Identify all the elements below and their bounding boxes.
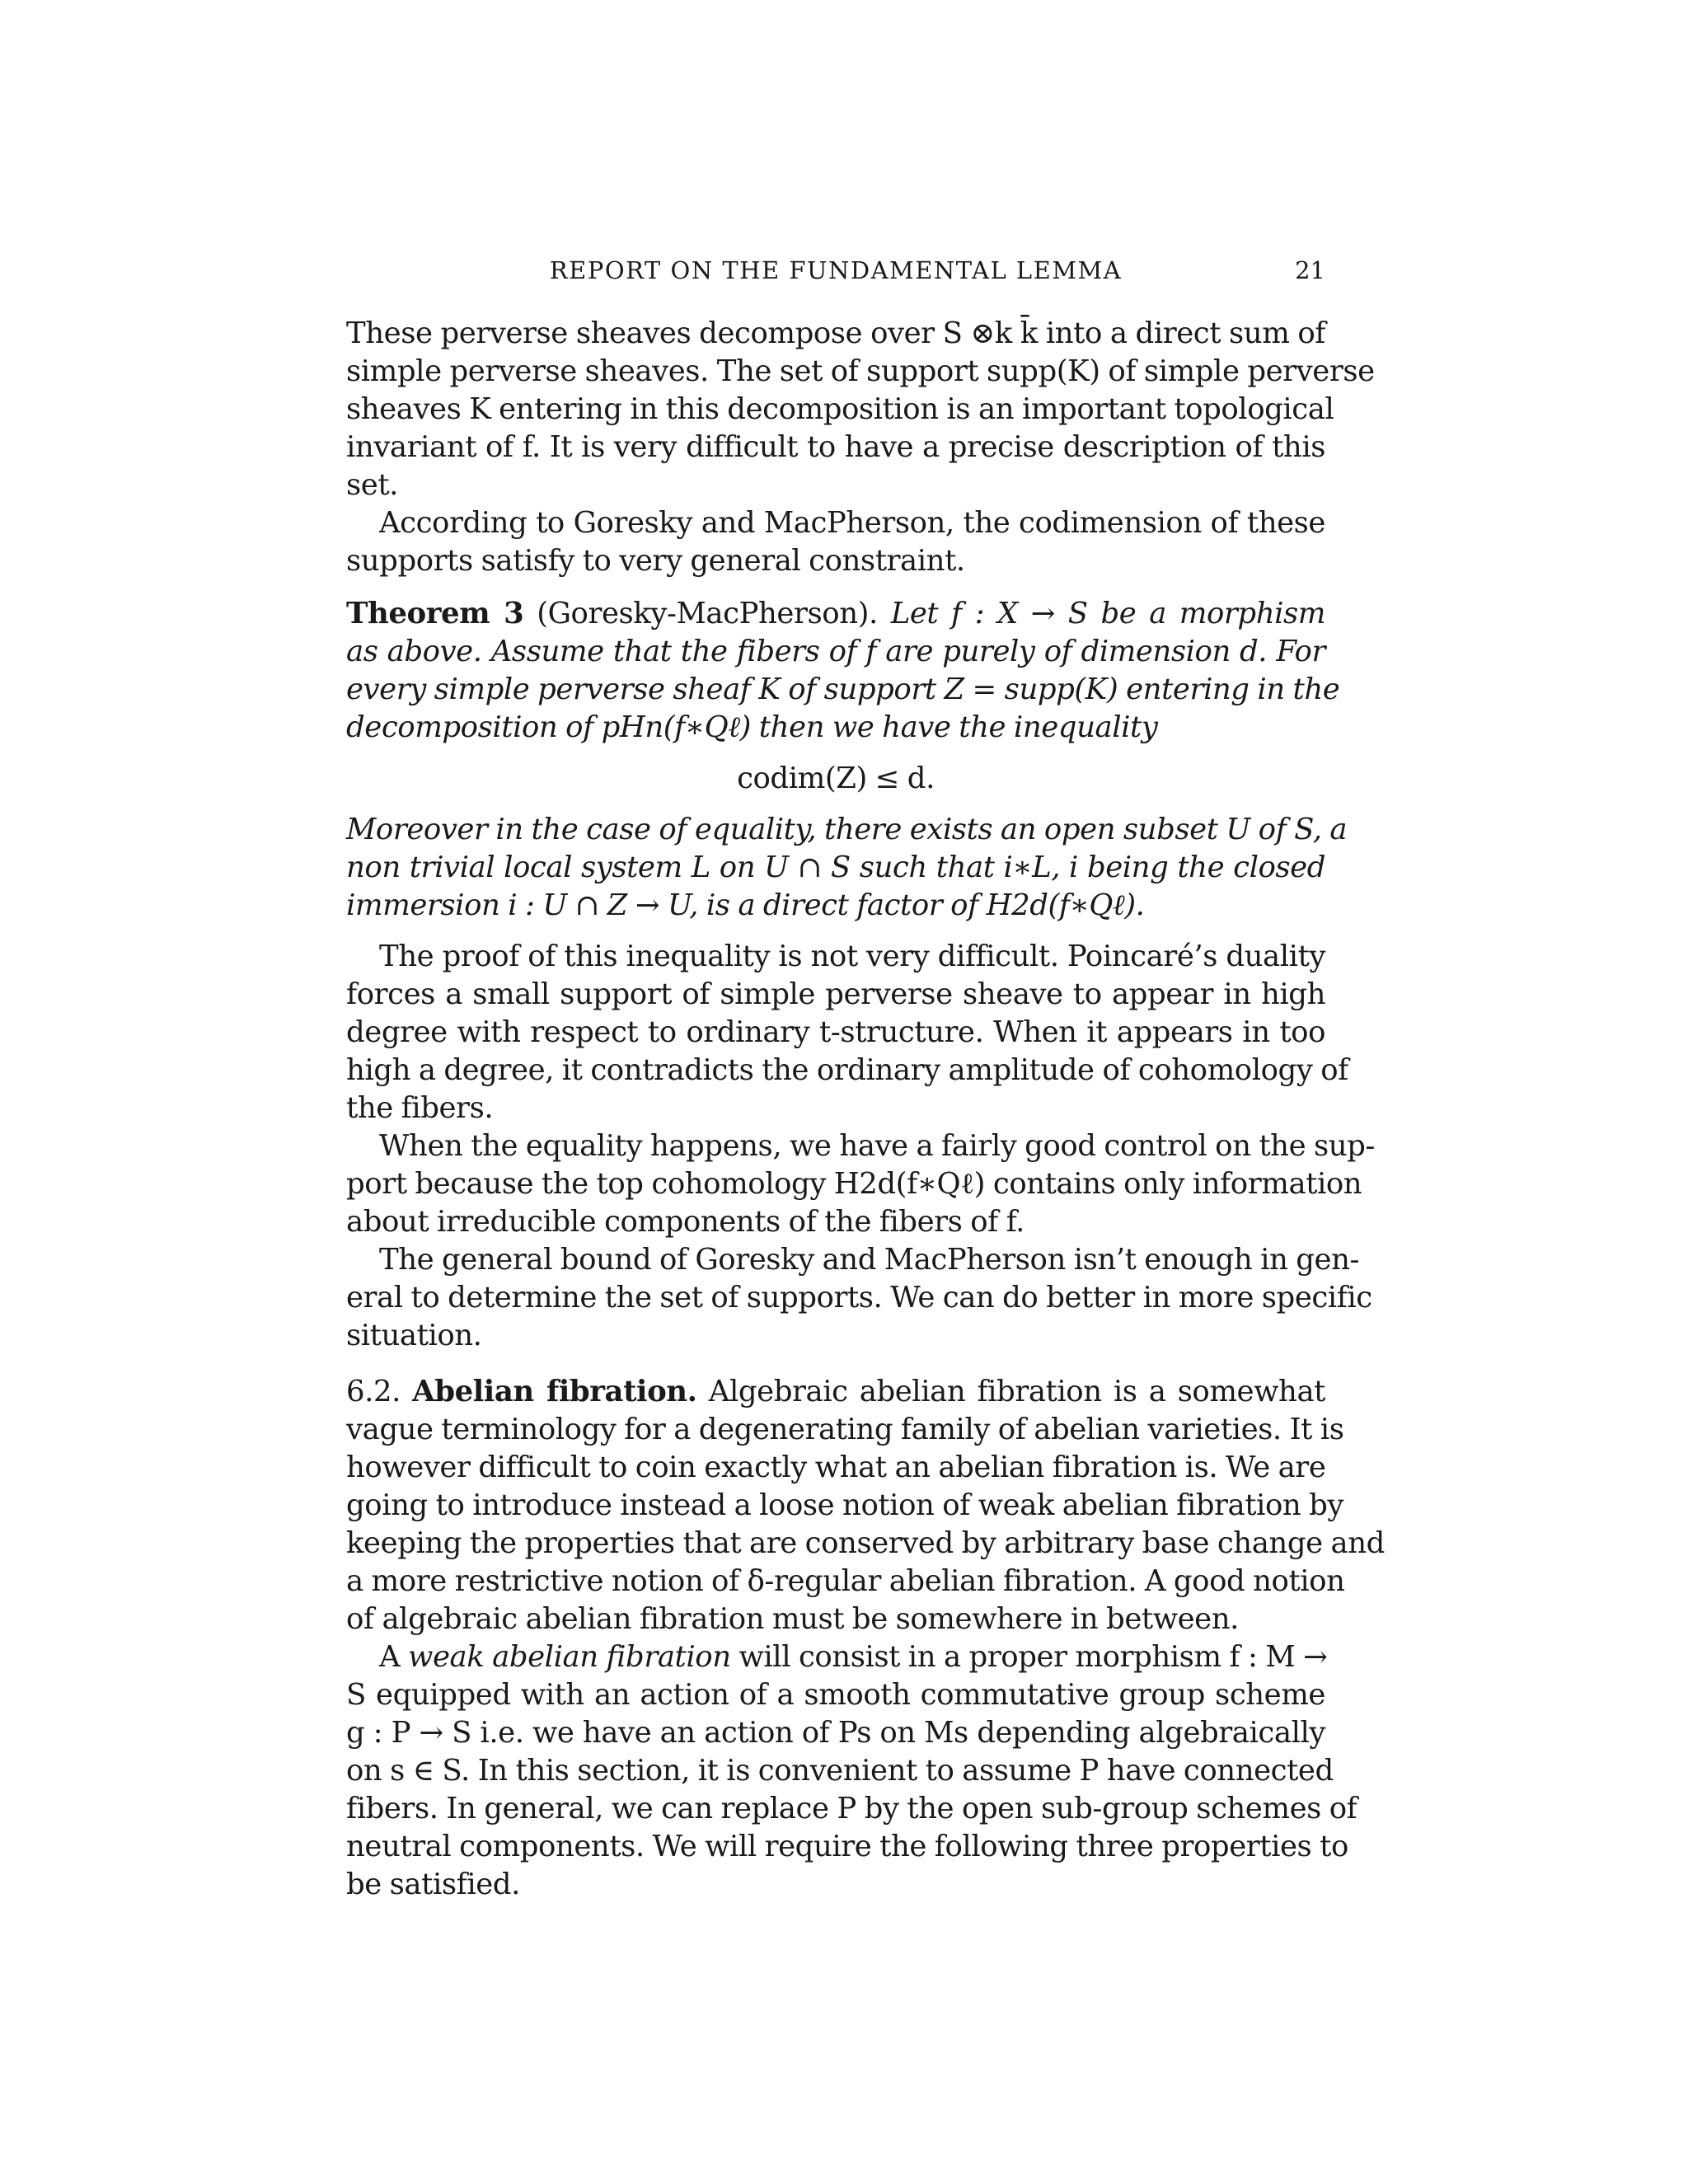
text-line: going to introduce instead a loose notion of weak abelian fibration by — [346, 1488, 1344, 1522]
theorem-line: every simple perverse sheaf K of support Z = supp(K) entering in the — [346, 673, 1340, 706]
text-line: The proof of this inequality is not very difficult. Poincaré’s duality — [379, 940, 1325, 973]
text-line: fibers. In general, we can replace P by the open sub-group schemes of — [346, 1792, 1357, 1825]
running-title: REPORT ON THE FUNDAMENTAL LEMMA — [549, 256, 1123, 284]
theorem-attribution: (Goresky-MacPherson). — [537, 597, 878, 630]
paragraph-6 — [346, 1638, 1357, 1904]
text-line: sheaves K entering in this decomposition is an important topological — [346, 392, 1334, 426]
theorem-line: non trivial local system L on U ∩ S such that i∗L, i being the closed — [346, 851, 1325, 884]
theorem-continuation — [346, 811, 1348, 925]
text-line: vague terminology for a degenerating family of abelian varieties. It is — [346, 1413, 1344, 1446]
text-line: S equipped with an action of a smooth commutative group scheme — [346, 1678, 1325, 1712]
section-number: 6.2. — [346, 1375, 401, 1408]
section-title: Abelian fibration. — [412, 1375, 697, 1408]
text-line: keeping the properties that are conserved by arbitrary base change and — [346, 1526, 1385, 1560]
text-line: a more restrictive notion of δ-regular abelian fibration. A good notion — [346, 1564, 1345, 1598]
text-line: simple perverse sheaves. The set of support supp(K) of simple perverse — [346, 354, 1375, 388]
defined-term: weak abelian fibration — [408, 1640, 731, 1674]
text-line: forces a small support of simple perverse sheave to appear in high — [346, 977, 1325, 1011]
equation: codim(Z) ≤ d. — [737, 762, 935, 795]
text-line: The general bound of Goresky and MacPherson isn’t enough in gen- — [379, 1243, 1360, 1277]
paragraph-1 — [346, 315, 1375, 504]
text-line: invariant of f. It is very difficult to have a precise description of this — [346, 430, 1325, 464]
theorem-line: Moreover in the case of equality, there exists an open subset U of S, a — [346, 813, 1348, 846]
paragraph-4 — [346, 1127, 1375, 1241]
display-equation — [346, 760, 1325, 798]
text-line: high a degree, it contradicts the ordinary amplitude of cohomology of — [346, 1053, 1348, 1087]
text-line: These perverse sheaves decompose over S ⊗k k̄ into a direct sum of — [346, 316, 1325, 350]
text-line: g : P → S i.e. we have an action of Ps on Ms depending algebraically — [346, 1716, 1325, 1750]
page-number: 21 — [1295, 256, 1325, 284]
text-line: situation. — [346, 1319, 482, 1352]
section-text: Algebraic abelian fibration is a somewhat — [708, 1375, 1325, 1408]
text-line: however difficult to coin exactly what an abelian fibration is. We are — [346, 1451, 1326, 1484]
paragraph-first-line — [346, 1638, 1328, 1676]
text-line: will consist in a proper morphism f : M → — [738, 1640, 1328, 1674]
running-head — [346, 254, 1325, 287]
theorem-line: immersion i : U ∩ Z → U, is a direct factor of H2d(f∗Qℓ). — [346, 888, 1145, 922]
text-line: According to Goresky and MacPherson, the codimension of these — [379, 506, 1325, 540]
text-line: When the equality happens, we have a fairly good control on the sup- — [379, 1129, 1375, 1163]
paragraph-3 — [346, 938, 1348, 1127]
theorem-label: Theorem 3 — [346, 597, 524, 630]
text-line: of algebraic abelian fibration must be somewhere in between. — [346, 1602, 1239, 1636]
paragraph-5 — [346, 1241, 1372, 1355]
theorem-line: decomposition of pHn(f∗Qℓ) then we have the inequality — [346, 710, 1158, 744]
text-line: degree with respect to ordinary t-structure. When it appears in too — [346, 1015, 1325, 1049]
theorem-line: as above. Assume that the fibers of f are purely of dimension d. For — [346, 635, 1325, 668]
paragraph-2 — [346, 504, 1325, 580]
lead-text: A — [379, 1640, 409, 1674]
text-line: on s ∈ S. In this section, it is convenient to assume P have connected — [346, 1754, 1334, 1788]
text-line: about irreducible components of the fibers of f. — [346, 1205, 1025, 1239]
text-line: port because the top cohomology H2d(f∗Qℓ) contains only information — [346, 1167, 1362, 1201]
section-first-line — [346, 1373, 1325, 1411]
theorem-3 — [346, 595, 1340, 747]
text-line: be satisfied. — [346, 1868, 520, 1901]
text-line: neutral components. We will require the following three properties to — [346, 1830, 1348, 1863]
section-6-2 — [346, 1373, 1385, 1638]
text-line: the fibers. — [346, 1091, 494, 1125]
theorem-first-line — [346, 595, 1325, 633]
text-line: eral to determine the set of supports. We can do better in more specific — [346, 1281, 1372, 1315]
text-line: set. — [346, 468, 398, 502]
theorem-text: Let f : X → S be a morphism — [890, 597, 1325, 630]
text-line: supports satisfy to very general constraint. — [346, 544, 965, 578]
